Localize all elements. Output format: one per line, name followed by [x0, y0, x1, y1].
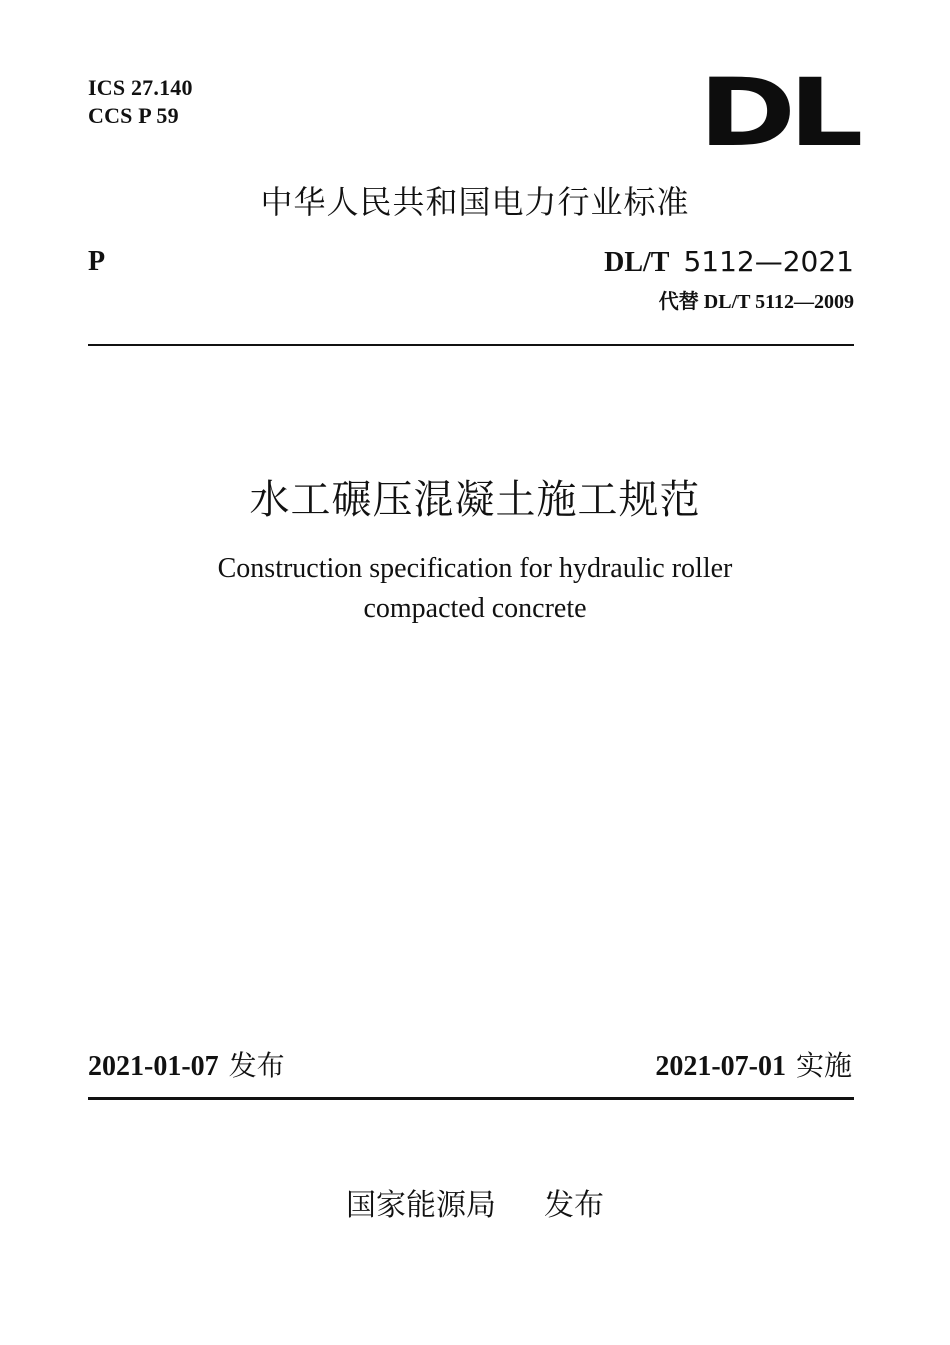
classification-codes [88, 74, 193, 130]
publisher [0, 1184, 950, 1228]
industry-standard-heading: 中华人民共和国电力行业标准 [260, 183, 690, 221]
standard-number [604, 244, 854, 281]
title-chinese: 水工碾压混凝土施工规范 [249, 477, 701, 523]
replaces-standard: 代替 DL/T 5112—2009 [658, 291, 854, 313]
title-english-line-1: Construction specification for hydraulic roller [217, 553, 733, 584]
top-divider [88, 344, 854, 346]
ccs-code: CCS P 59 [88, 103, 179, 128]
implementation-date [655, 1046, 852, 1087]
issue-date-value: 2021-01-07 [88, 1051, 219, 1082]
bottom-divider [88, 1097, 854, 1100]
publisher-action: 发布 [544, 1188, 604, 1223]
title-english-line-2: compacted concrete [363, 593, 587, 624]
issue-label: 发布 [228, 1049, 285, 1082]
implementation-date-value: 2021-07-01 [655, 1051, 786, 1082]
dl-logo: DL [698, 59, 856, 168]
ics-code: ICS 27.140 [88, 75, 193, 100]
standard-number-value: 5112—2021 [683, 245, 854, 278]
implementation-label: 实施 [795, 1049, 852, 1082]
standard-code: DL/T [604, 247, 670, 278]
category-letter: P [88, 246, 106, 277]
publisher-name: 国家能源局 [346, 1188, 496, 1223]
title-english [0, 549, 950, 629]
issue-date [88, 1046, 285, 1087]
